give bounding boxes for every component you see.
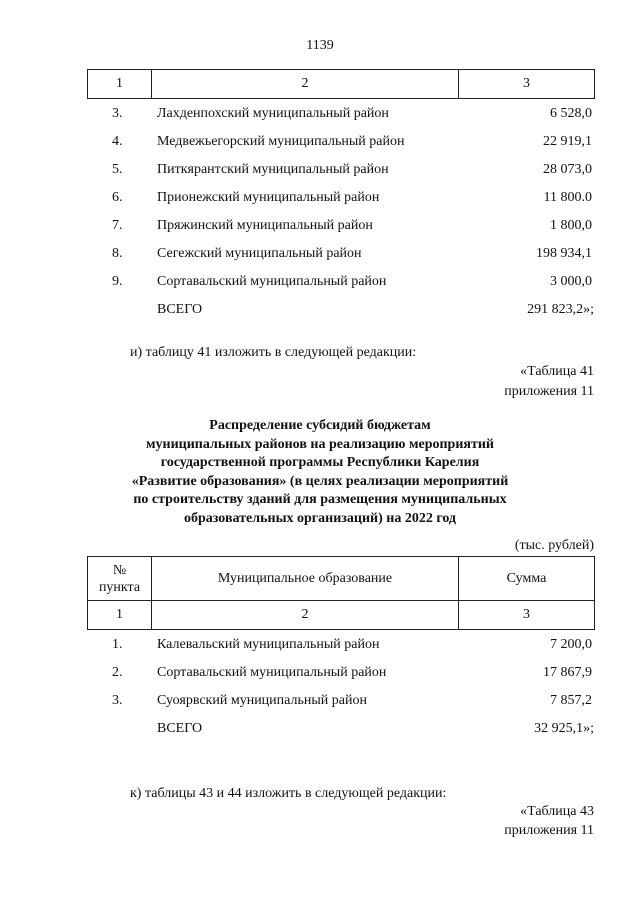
table1-row — [0, 274, 640, 294]
table-caption-line: «Таблица 41 — [520, 364, 594, 379]
row-value: 11 800.0 — [543, 190, 592, 205]
table2-header-col3: Сумма — [459, 557, 595, 601]
header-number-word: пункта — [98, 579, 141, 595]
table-caption-line: «Таблица 43 — [520, 804, 594, 819]
table1-header-col2: 2 — [152, 70, 459, 99]
row-name: Калевальский муниципальный район — [157, 637, 380, 652]
table1-row — [0, 218, 640, 238]
row-name: Прионежский муниципальный район — [157, 190, 380, 205]
row-value: 22 919,1 — [543, 134, 592, 149]
row-name: Сегежский муниципальный район — [157, 246, 362, 261]
row-value: 7 857,2 — [550, 693, 592, 708]
row-number: 7. — [112, 218, 123, 233]
table2-row — [0, 665, 640, 685]
document-title — [0, 417, 640, 528]
title-line: образовательных организаций) на 2022 год — [183, 510, 457, 526]
row-value: 17 867,9 — [543, 665, 592, 680]
units-label: (тыс. рублей) — [514, 538, 594, 553]
total-value: 32 925,1»; — [534, 721, 594, 736]
row-name: Питкярантский муниципальный район — [157, 162, 389, 177]
table2-total-row — [0, 721, 640, 741]
title-line: муниципальных районов на реализацию мероприятий — [146, 436, 494, 452]
title-line: «Развитие образования» (в целях реализации мероприятий — [131, 473, 509, 489]
instruction-paragraph: к) таблицы 43 и 44 изложить в следующей редакции: — [130, 786, 447, 801]
title-line: государственной программы Республики Карелия — [160, 455, 480, 470]
row-number: 2. — [112, 665, 123, 680]
table-caption-line: приложения 11 — [504, 823, 594, 838]
table1-row — [0, 162, 640, 182]
table2-numbering-col2: 2 — [152, 601, 459, 630]
page-number: 1139 — [306, 38, 334, 53]
row-number: 5. — [112, 162, 123, 177]
total-label: ВСЕГО — [157, 302, 203, 317]
row-name: Лахденпохский муниципальный район — [157, 106, 389, 121]
row-number: 3. — [112, 106, 123, 121]
table-caption-line: приложения 11 — [504, 384, 594, 399]
table1-row — [0, 134, 640, 154]
table2-header-col1 — [88, 557, 152, 601]
table1-header-col3: 3 — [459, 70, 595, 99]
row-number: 1. — [112, 637, 123, 652]
table1-header — [87, 69, 595, 99]
table1-row — [0, 190, 640, 210]
table1-row — [0, 246, 640, 266]
row-name: Пряжинский муниципальный район — [157, 218, 373, 233]
table2-row — [0, 637, 640, 657]
title-line: Распределение субсидий бюджетам — [209, 418, 431, 433]
row-number: 6. — [112, 190, 123, 205]
row-name: Сортавальский муниципальный район — [157, 274, 387, 289]
row-value: 6 528,0 — [550, 106, 592, 121]
table2-header-col2: Муниципальное образование — [152, 557, 459, 601]
row-number: 4. — [112, 134, 123, 149]
row-value: 28 073,0 — [543, 162, 592, 177]
row-number: 8. — [112, 246, 123, 261]
row-value: 1 800,0 — [550, 218, 592, 233]
row-name: Сортавальский муниципальный район — [157, 665, 387, 680]
header-number-sign: № — [112, 562, 127, 578]
table2-numbering-col1: 1 — [88, 601, 152, 630]
total-label: ВСЕГО — [157, 721, 203, 736]
table1-header-col1: 1 — [88, 70, 152, 99]
table2-header — [87, 556, 595, 630]
row-number: 9. — [112, 274, 123, 289]
row-name: Медвежьегорский муниципальный район — [157, 134, 405, 149]
row-number: 3. — [112, 693, 123, 708]
instruction-paragraph: и) таблицу 41 изложить в следующей редакции: — [130, 345, 417, 360]
title-line: по строительству зданий для размещения муниципальных — [133, 492, 507, 507]
total-value: 291 823,2»; — [527, 302, 594, 317]
table2-numbering-col3: 3 — [459, 601, 595, 630]
table2-row — [0, 693, 640, 713]
table1-row — [0, 106, 640, 126]
table1-total-row — [0, 302, 640, 322]
row-name: Суоярвский муниципальный район — [157, 693, 367, 708]
row-value: 3 000,0 — [550, 274, 592, 289]
row-value: 7 200,0 — [550, 637, 592, 652]
row-value: 198 934,1 — [536, 246, 592, 261]
